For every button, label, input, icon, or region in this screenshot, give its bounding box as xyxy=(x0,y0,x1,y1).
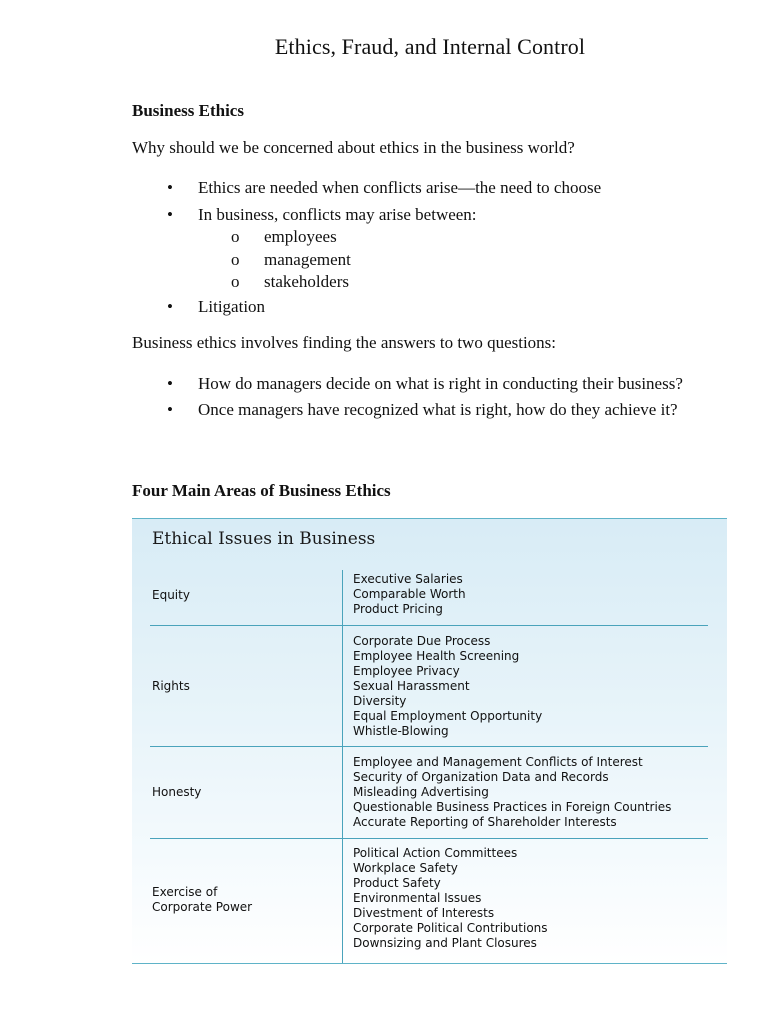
column-divider xyxy=(342,570,343,963)
issue-item: Downsizing and Plant Closures xyxy=(353,936,537,950)
question-bullet-list xyxy=(132,373,730,425)
bullet-item: • Ethics are needed when conflicts arise—the need to choose xyxy=(132,177,730,200)
category-honesty: Honesty xyxy=(152,785,202,799)
two-questions-intro: Business ethics involves finding the answers to two questions: xyxy=(132,333,557,352)
sub-bullet-list xyxy=(198,226,730,294)
issue-item: Product Safety xyxy=(353,876,441,890)
issue-item: Comparable Worth xyxy=(353,587,466,601)
issue-item: Sexual Harassment xyxy=(353,679,470,693)
bullet-item: • Once managers have recognized what is right, how do they achieve it? xyxy=(132,399,730,422)
sub-bullet-item: o employees xyxy=(231,227,337,246)
sub-bullet-item: o stakeholders xyxy=(231,272,349,291)
issue-item: Workplace Safety xyxy=(353,861,458,875)
issues-list-corporate-power xyxy=(353,846,548,951)
bullet-item: • How do managers decide on what is right in conducting their business? xyxy=(132,373,730,396)
issues-list-equity xyxy=(353,572,466,617)
sub-bullet-item: o management xyxy=(231,249,351,269)
issue-item: Environmental Issues xyxy=(353,891,482,905)
issues-list-rights xyxy=(353,634,542,739)
issue-item: Employee Health Screening xyxy=(353,649,520,663)
issue-item: Political Action Committees xyxy=(353,846,518,860)
four-areas-heading: Four Main Areas of Business Ethics xyxy=(132,481,391,500)
issue-item: Product Pricing xyxy=(353,602,443,616)
issue-item: Whistle-Blowing xyxy=(353,724,449,738)
issue-item: Equal Employment Opportunity xyxy=(353,709,543,723)
bullet-item: • Litigation xyxy=(132,296,730,319)
bullet-item: • In business, conflicts may arise between: o employees o management o stakeholders xyxy=(132,204,730,294)
issue-item: Employee and Management Conflicts of Interest xyxy=(353,755,643,769)
issue-item: Accurate Reporting of Shareholder Interests xyxy=(353,815,617,829)
category-equity: Equity xyxy=(152,588,190,602)
intro-question: Why should we be concerned about ethics in the business world? xyxy=(132,138,575,157)
issues-list-honesty xyxy=(353,755,671,830)
issue-item: Corporate Political Contributions xyxy=(353,921,548,935)
figure-title: Ethical Issues in Business xyxy=(152,529,376,549)
issue-item: Questionable Business Practices in Foreign Countries xyxy=(353,800,672,814)
ethical-issues-figure xyxy=(132,518,727,964)
issue-item: Diversity xyxy=(353,694,407,708)
row-divider xyxy=(150,625,708,626)
issue-item: Employee Privacy xyxy=(353,664,460,678)
row-divider xyxy=(150,746,708,747)
category-corporate-power: Exercise of Corporate Power xyxy=(152,885,253,914)
issue-item: Misleading Advertising xyxy=(353,785,489,799)
category-rights: Rights xyxy=(152,679,190,693)
page-title: Ethics, Fraud, and Internal Control xyxy=(274,34,586,59)
conflict-bullet-list xyxy=(132,177,730,322)
issue-item: Security of Organization Data and Records xyxy=(353,770,609,784)
row-divider xyxy=(150,838,708,839)
issue-item: Executive Salaries xyxy=(353,572,463,586)
business-ethics-heading: Business Ethics xyxy=(132,101,244,120)
issue-item: Divestment of Interests xyxy=(353,906,495,920)
issue-item: Corporate Due Process xyxy=(353,634,491,648)
